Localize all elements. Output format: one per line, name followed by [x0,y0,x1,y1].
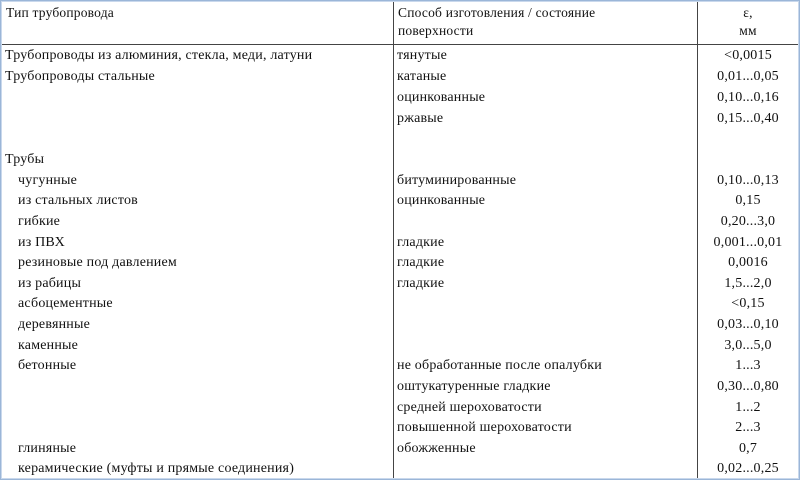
cell-pipe-type: Трубопроводы из алюминия, стекла, меди, латуни [5,48,313,63]
cell-roughness-value: <0,15 [731,296,765,311]
cell-roughness-value: 0,0016 [728,255,768,270]
cell-method: оцинкованные [397,193,486,208]
cell-roughness-value: 0,10...0,13 [717,173,779,188]
cell-pipe-type: Трубы [5,152,45,167]
cell-pipe-type: чугунные [18,173,77,188]
cell-roughness-value: 1...3 [735,358,761,373]
header-roughness-unit: мм [739,23,757,38]
cell-roughness-value: 0,03...0,10 [717,317,779,332]
header-pipe-type: Тип трубопровода [6,5,114,20]
cell-pipe-type: из стальных листов [18,193,138,208]
header-method-line2: поверхности [398,23,474,38]
cell-roughness-value: 1,5...2,0 [724,276,772,291]
cell-method: тянутые [397,48,448,63]
cell-method: оштукатуренные гладкие [397,379,551,394]
cell-pipe-type: резиновые под давлением [18,255,177,270]
cell-roughness-value: 0,15 [735,193,761,208]
cell-pipe-type: каменные [18,338,79,353]
column-divider [393,2,394,478]
cell-method: гладкие [397,255,445,270]
header-method-line1: Способ изготовления / состояние [398,5,596,20]
header-roughness-symbol: ε, [743,5,753,20]
cell-roughness-value: 0,02...0,25 [717,461,779,476]
cell-roughness-value: 3,0...5,0 [724,338,772,353]
cell-roughness-value: 0,01...0,05 [717,69,779,84]
cell-method: катаные [397,69,447,84]
cell-method: обожженные [397,441,476,456]
cell-pipe-type: глиняные [18,441,77,456]
cell-pipe-type: Трубопроводы стальные [5,69,155,84]
cell-roughness-value: 2...3 [735,420,761,435]
cell-method: средней шероховатости [397,400,542,415]
cell-pipe-type: деревянные [18,317,91,332]
cell-roughness-value: <0,0015 [724,48,772,63]
cell-roughness-value: 0,30...0,80 [717,379,779,394]
cell-method: повышенной шероховатости [397,420,572,435]
cell-pipe-type: асбоцементные [18,296,113,311]
cell-roughness-value: 0,15...0,40 [717,111,779,126]
cell-pipe-type: бетонные [18,358,77,373]
cell-pipe-type: керамические (муфты и прямые соединения) [18,461,295,476]
cell-method: гладкие [397,235,445,250]
cell-roughness-value: 0,001...0,01 [713,235,783,250]
cell-roughness-value: 0,10...0,16 [717,90,779,105]
cell-method: ржавые [397,111,444,126]
cell-method: оцинкованные [397,90,486,105]
cell-method: битуминированные [397,173,517,188]
cell-pipe-type: из рабицы [18,276,82,291]
cell-method: гладкие [397,276,445,291]
cell-roughness-value: 0,7 [738,441,758,456]
cell-roughness-value: 0,20...3,0 [720,214,776,229]
cell-pipe-type: гибкие [18,214,61,229]
cell-pipe-type: из ПВХ [18,235,65,250]
cell-roughness-value: 1...2 [735,400,761,415]
header-separator [2,44,798,45]
cell-method: не обработанные после опалубки [397,358,602,373]
